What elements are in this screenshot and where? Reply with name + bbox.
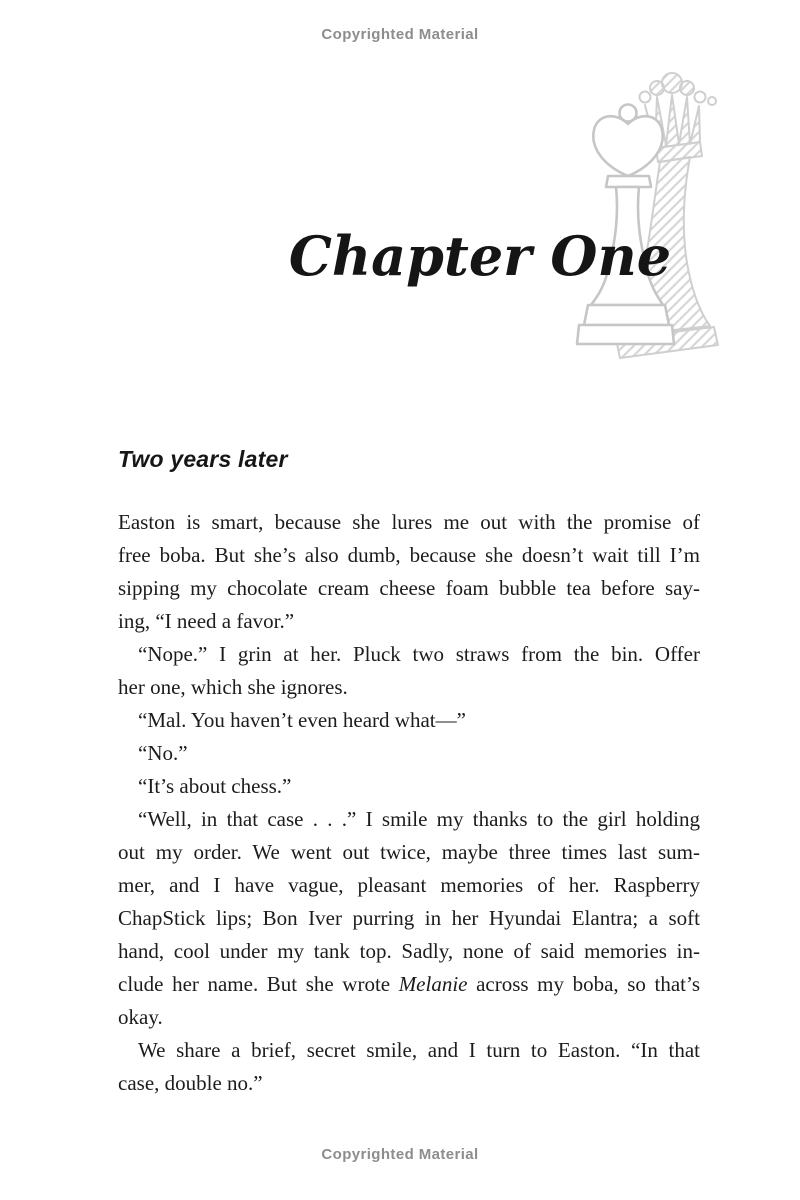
paragraph <box>118 506 700 638</box>
chapter-title: Chapter One <box>288 224 672 288</box>
paragraph <box>118 737 700 770</box>
paragraph <box>118 704 700 737</box>
text-line: “Nope.” I grin at her. Pluck two straws from the bin. Offer <box>138 642 700 666</box>
paragraph <box>118 770 700 803</box>
text-line: hand, cool under my tank top. Sadly, none of said memories in- <box>118 939 700 963</box>
text-line: okay. <box>118 1005 163 1029</box>
text-line: out my order. We went out twice, maybe three times last sum- <box>118 840 700 864</box>
text-line: Easton is smart, because she lures me out with the promise of <box>118 510 700 534</box>
text-line: We share a brief, secret smile, and I turn to Easton. “In that <box>138 1038 700 1062</box>
paragraph <box>118 803 700 1034</box>
text-line: ChapStick lips; Bon Iver purring in her Hyundai Elantra; a soft <box>118 906 700 930</box>
paragraph <box>118 1034 700 1100</box>
text-line: free boba. But she’s also dumb, because she doesn’t wait till I’m <box>118 543 700 567</box>
body-text <box>118 506 700 1100</box>
text-line: sipping my chocolate cream cheese foam bubble tea before say- <box>118 576 700 600</box>
text-line: ing, “I need a favor.” <box>118 609 295 633</box>
text-line: “Well, in that case . . .” I smile my thanks to the girl holding <box>138 807 700 831</box>
paragraph <box>118 638 700 704</box>
copyright-notice-bottom: Copyrighted Material <box>321 1146 479 1163</box>
text-line: clude her name. But she wrote Melanie across my boba, so that’s <box>118 972 700 996</box>
copyright-notice-top: Copyrighted Material <box>321 26 479 43</box>
text-line: “It’s about chess.” <box>138 774 292 798</box>
text-line: case, double no.” <box>118 1071 263 1095</box>
chapter-context-note: Two years later <box>118 446 288 472</box>
text-line: her one, which she ignores. <box>118 675 348 699</box>
text-line: “No.” <box>138 741 188 765</box>
text-line: “Mal. You haven’t even heard what—” <box>138 708 466 732</box>
text-line: mer, and I have vague, pleasant memories of her. Raspberry <box>118 873 700 897</box>
